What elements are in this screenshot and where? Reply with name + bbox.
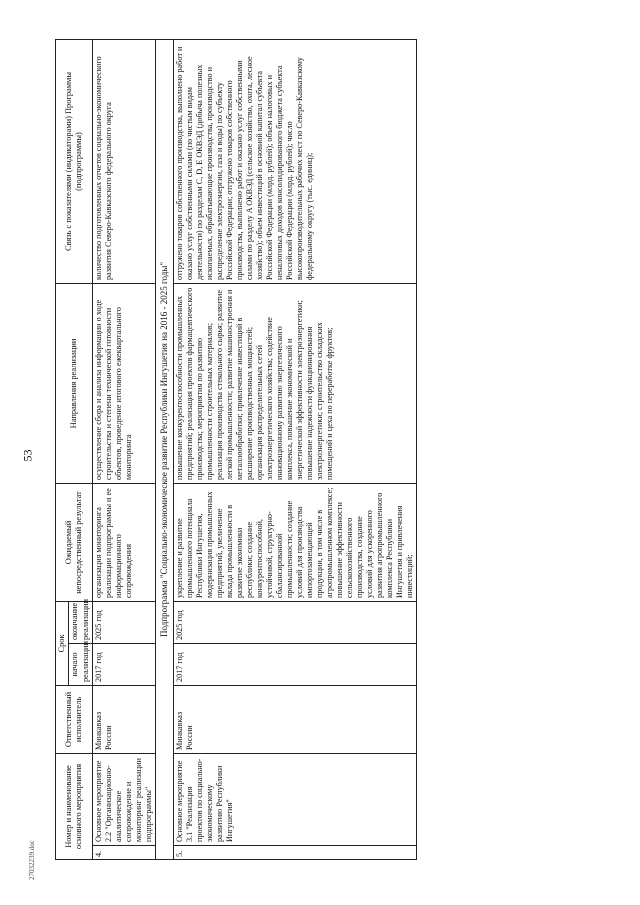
rotated-table-area xyxy=(55,40,595,860)
row-number: 4. xyxy=(92,846,155,860)
header-start: начало реализации xyxy=(69,644,93,686)
footer-file-code: 27032239.doc xyxy=(28,840,36,880)
header-responsible: Ответственный исполнитель xyxy=(56,686,93,754)
table-row xyxy=(92,40,155,860)
row-name: Основное мероприятие 3.1 "Реализация проектов по социально-экономическому развитию Республики Ингушетия" xyxy=(173,754,416,846)
row-direction: повышение конкурентоспособности промышленных предприятий; реализация проектов фармацевтического производства; мероприятия по развитию промышленности строительных материалов; реализация производства стекольного сырья; развитие легкой промышленности; развитие машиностроения и металлообработки; привлечение инвестиций в расширение производственных мощностей; организация распределительных сетей электроэнергетического хозяйства; содействие инновационному развитию энергетического комплекса, повышение экономической и энергетической эффективности электроэнергетики; повышение надежности функционирования электроэнергетики; строительство складских помещений и цеха по переработке фруктов; xyxy=(173,284,416,484)
row-end: 2025 год xyxy=(92,602,155,644)
measures-table xyxy=(55,39,417,860)
page-number: 53 xyxy=(20,449,35,462)
row-start: 2017 год xyxy=(173,644,416,686)
subprogram-row xyxy=(155,40,173,860)
table-row xyxy=(173,40,416,860)
row-direction: осуществление сбора и анализа информации о ходе строительства и степени технической готовности объектов, проведение итогового ежеквартального мониторинга xyxy=(92,284,155,484)
row-start: 2017 год xyxy=(92,644,155,686)
subprogram-title: Подпрограмма "Социально-экономическое развитие Республики Ингушетия на 2016 - 2025 годы" xyxy=(155,40,173,860)
header-row xyxy=(56,40,69,860)
row-name: Основное мероприятие 2.2 "Организационно-аналитическое сопровождение и мониторинг реализации подпрограммы" xyxy=(92,754,155,846)
row-link: количество подготовленных отчетов социально-экономического развития Северо-Кавказского федерального округа xyxy=(92,40,155,284)
header-term: Срок xyxy=(56,602,69,686)
row-link: отгружено товаров собственного производства, выполнено работ и оказано услуг собственными силами (по чистым видам деятельности) по разделам C, D, E ОКВЭД (добыча полезных ископаемых, обрабатывающие производства, производство и распределение электроэнергии, газа и воды) по субъекту Российской Федерации; отгружено товаров собственного производства, выполнено работ и оказано услуг собственными силами по разделу A ОКВЭД (сельское хозяйство, охота, лесное хозяйство); объем инвестиций в основной капитал субъекта Российской Федерации (млрд. рублей); объем налоговых и неналоговых доходов консолидированного бюджета субъекта Российской Федерации (млрд. рублей); число высокопроизводительных рабочих мест по Северо-Кавказскому федеральному округу (тыс. единиц); xyxy=(173,40,416,284)
header-end: окончание реализации xyxy=(69,602,93,644)
row-result: укрепление и развитие промышленного потенциала Республики Ингушетия, модернизация промышленных предприятий, увеличение вклада промышленности в развитие экономики республики; создание конкурентоспособной, устойчивой, структурно-сбалансированной промышленности; создание условий для производства импортозамещающей продукции, в том числе в агропромышленном комплексе; повышение эффективности сельскохозяйственного производства, создание условий для ускоренного развития агропромышленного комплекса Республики Ингушетия и привлечения инвестиций; xyxy=(173,484,416,602)
header-direction: Направления реализации xyxy=(56,284,93,484)
row-result: организация мониторинга реализации подпрограммы и ее информационного сопровождения xyxy=(92,484,155,602)
row-end: 2025 год xyxy=(173,602,416,644)
header-link: Связь с показателями (индикаторами) Программы (подпрограммы) xyxy=(56,40,93,284)
row-responsible: Минкавказ России xyxy=(92,686,155,754)
row-responsible: Минкавказ России xyxy=(173,686,416,754)
header-num-name: Номер и наименование основного мероприятия xyxy=(56,754,93,860)
row-number: 5. xyxy=(173,846,416,860)
header-result: Ожидаемый непосредственный результат xyxy=(56,484,93,602)
